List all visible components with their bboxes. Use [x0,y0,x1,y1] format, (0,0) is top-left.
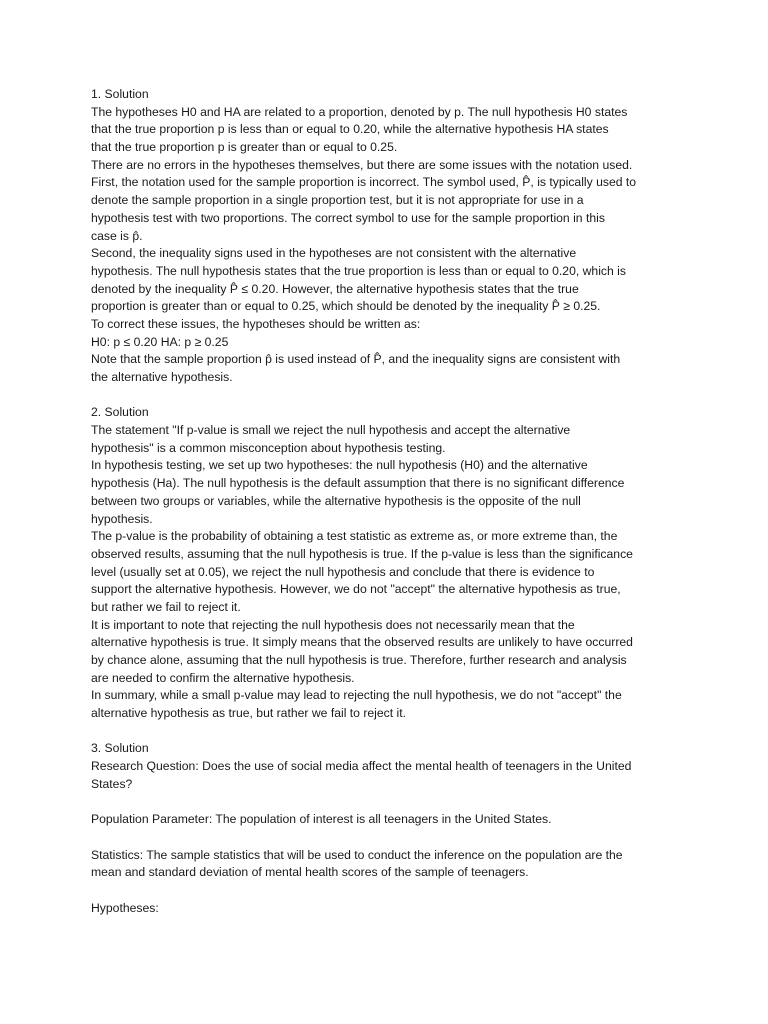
section-6 [91,900,691,918]
text-line: between two groups or variables, while the alternative hypothesis is the opposite of the null [91,493,581,508]
text-line: by chance alone, assuming that the null hypothesis is true. Therefore, further research and analysis [91,653,627,667]
text-line: the alternative hypothesis. [91,370,233,384]
text-line: First, the notation used for the sample proportion is incorrect. The symbol used, P̂, is typically used to [91,175,637,190]
text-line: 3. Solution [91,741,149,756]
text-line: There are no errors in the hypotheses themselves, but there are some issues with the notation used. [91,157,633,172]
text-line: that the true proportion p is less than or equal to 0.20, while the alternative hypothesis HA states [91,122,609,137]
text-line: It is important to note that rejecting the null hypothesis does not necessarily mean that the [91,617,575,632]
paragraph-gap [91,882,691,900]
text-line: that the true proportion p is greater than or equal to 0.25. [91,140,398,155]
section-5 [91,847,691,882]
text-line: To correct these issues, the hypotheses should be written as: [91,316,421,331]
section-1 [91,86,691,387]
text-line: Research Question: Does the use of social media affect the mental health of teenagers in the United [91,759,632,774]
document-page [91,86,691,917]
section-4 [91,811,691,829]
paragraph-gap [91,387,691,405]
text-line: Hypotheses: [91,900,159,915]
section-3 [91,740,691,793]
text-line: hypothesis test with two proportions. The correct symbol to use for the sample proportion in this [91,210,605,225]
section-2 [91,404,691,722]
text-line: level (usually set at 0.05), we reject the null hypothesis and conclude that there is evidence to [91,564,595,579]
text-line: 1. Solution [91,87,149,101]
text-line: hypothesis. The null hypothesis states that the true proportion is less than or equal to 0.20, which is [91,263,626,278]
text-line: Statistics: The sample statistics that will be used to conduct the inference on the population are the [91,847,623,862]
text-line: In summary, while a small p-value may lead to rejecting the null hypothesis, we do not "accept" the [91,688,622,703]
text-line: H0: p ≤ 0.20 HA: p ≥ 0.25 [91,334,229,349]
text-line: alternative hypothesis is true. It simply means that the observed results are unlikely to have occurred [91,635,633,650]
paragraph-gap [91,794,691,812]
text-line: Population Parameter: The population of interest is all teenagers in the United States. [91,812,552,827]
text-line: States? [91,776,133,791]
text-line: support the alternative hypothesis. However, we do not "accept" the alternative hypothesis as true, [91,582,621,597]
text-line: mean and standard deviation of mental health scores of the sample of teenagers. [91,865,529,880]
text-line: In hypothesis testing, we set up two hypotheses: the null hypothesis (H0) and the alternative [91,458,588,473]
text-line: hypothesis" is a common misconception about hypothesis testing. [91,440,446,455]
text-line: Note that the sample proportion p̂ is used instead of P̂, and the inequality signs are consistent with [91,352,621,367]
paragraph-gap [91,723,691,741]
text-line: The statement "If p-value is small we reject the null hypothesis and accept the alternative [91,423,571,438]
text-line: case is p̂. [91,228,143,243]
text-line: 2. Solution [91,405,149,420]
text-line: The p-value is the probability of obtaining a test statistic as extreme as, or more extreme than, the [91,529,618,544]
text-line: alternative hypothesis as true, but rather we fail to reject it. [91,706,407,721]
text-line: hypothesis. [91,511,153,526]
text-line: are needed to confirm the alternative hypothesis. [91,670,355,685]
text-line: but rather we fail to reject it. [91,599,241,614]
text-line: The hypotheses H0 and HA are related to a proportion, denoted by p. The null hypothesis H0 states [91,104,628,119]
text-line: denote the sample proportion in a single proportion test, but it is not appropriate for use in a [91,193,584,208]
paragraph-gap [91,829,691,847]
text-line: proportion is greater than or equal to 0.25, which should be denoted by the inequality P̂ ≥ 0.25. [91,299,601,314]
text-line: denoted by the inequality P̂ ≤ 0.20. However, the alternative hypothesis states that the true [91,281,579,296]
text-line: observed results, assuming that the null hypothesis is true. If the p-value is less than the significance [91,546,633,561]
text-line: hypothesis (Ha). The null hypothesis is the default assumption that there is no significant difference [91,476,625,491]
text-line: Second, the inequality signs used in the hypotheses are not consistent with the alternative [91,246,577,261]
